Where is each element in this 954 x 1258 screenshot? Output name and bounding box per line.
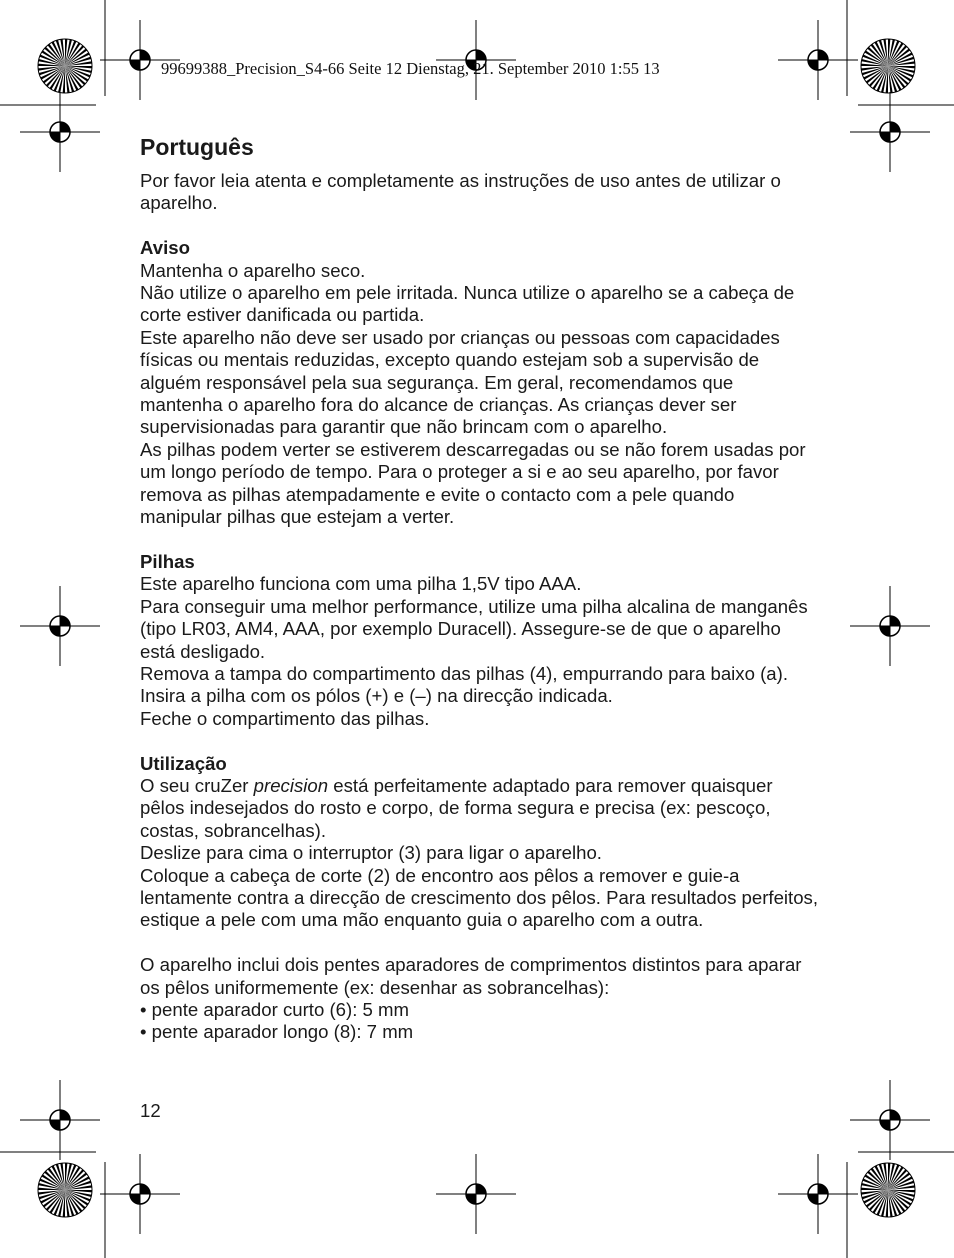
- intro-paragraph: Por favor leia atenta e completamente as instruções de uso antes de utilizar o aparelho.: [140, 170, 781, 214]
- registration-mark-upper-left: [20, 92, 100, 172]
- registration-mark-upper-right: [850, 92, 930, 172]
- registration-mark-lower-right: [850, 1080, 930, 1160]
- paragraph: Remova a tampa do compartimento das pilhas (4), empurrando para baixo (a).: [140, 662, 789, 684]
- section-aviso: [140, 237, 820, 528]
- page-title: Português: [140, 134, 254, 160]
- registration-mark-middle-left: [20, 586, 100, 666]
- page-number: 12: [140, 1100, 161, 1121]
- paragraph: Coloque a cabeça de corte (2) de encontro aos pêlos a remover e guie-a lentamente contra a direcção de crescimento dos pêlos. Para resultados perfeitos, estique a pele com uma mão enquanto guia o aparelho com a outra.: [140, 864, 819, 931]
- paragraph: Mantenha o aparelho seco.: [140, 259, 366, 281]
- registration-mark-top-right: [778, 20, 858, 100]
- registration-mark-bottom-right: [778, 1154, 858, 1234]
- paragraph: O aparelho inclui dois pentes aparadores de comprimentos distintos para aparar os pêlos uniformemente (ex: desenhar as sobrancelhas):: [140, 954, 802, 998]
- paragraph: Este aparelho não deve ser usado por crianças ou pessoas com capacidades físicas ou mentais reduzidas, excepto quando estejam sob a supervisão de alguém responsável pela sua segurança. Em geral, recomendamos que mantenha o aparelho fora do alcance de crianças. As crianças dever ser supervisionadas para garantir que não brincam com o aparelho.: [140, 326, 780, 438]
- registration-mark-lower-left: [20, 1080, 100, 1160]
- paragraph: Para conseguir uma melhor performance, utilize uma pilha alcalina de manganês (tipo LR03, AM4, AAA, por exemplo Duracell). Assegure-se de que o aparelho está desligado.: [140, 595, 808, 662]
- paragraph: As pilhas podem verter se estiverem descarregadas ou se não forem usadas por um longo período de tempo. Para o proteger a si e ao seu aparelho, por favor remova as pilhas atempadamente e evite o contacto com a pele quando manipular pilhas que estejam a verter.: [140, 438, 806, 528]
- product-name-italic: precision: [253, 774, 329, 796]
- registration-mark-bottom-left: [100, 1154, 180, 1234]
- text-run: O seu cruZer: [140, 774, 254, 796]
- main-content: [140, 132, 820, 1044]
- section-pilhas: [140, 551, 820, 730]
- section-heading: Utilização: [140, 752, 227, 774]
- paragraph: Insira a pilha com os pólos (+) e (–) na direcção indicada.: [140, 685, 613, 707]
- combs-block: [140, 954, 820, 1044]
- paragraph: Deslize para cima o interruptor (3) para ligar o aparelho.: [140, 842, 602, 864]
- text-run: está perfeitamente adaptado para remover quaisquer pêlos indesejados do rosto e corpo, de forma segura e precisa (ex: pescoço, costas, sobrancelhas).: [140, 774, 773, 841]
- section-utilizacao: [140, 753, 820, 932]
- paragraph: [140, 775, 820, 842]
- print-slug-line: 99699388_Precision_S4-66 Seite 12 Dienstag, 21. September 2010 1:55 13: [161, 59, 660, 78]
- paragraph: Não utilize o aparelho em pele irritada. Nunca utilize o aparelho se a cabeça de corte estiver danificada ou partida.: [140, 282, 795, 326]
- list-item: • pente aparador curto (6): 5 mm: [140, 998, 410, 1020]
- paragraph: Feche o compartimento das pilhas.: [140, 707, 430, 729]
- paragraph: Este aparelho funciona com uma pilha 1,5V tipo AAA.: [140, 573, 582, 595]
- registration-mark-bottom-center: [436, 1154, 516, 1234]
- section-heading: Pilhas: [140, 550, 195, 572]
- registration-mark-middle-right: [850, 586, 930, 666]
- list-item: • pente aparador longo (8): 7 mm: [140, 1021, 414, 1043]
- section-heading: Aviso: [140, 237, 190, 259]
